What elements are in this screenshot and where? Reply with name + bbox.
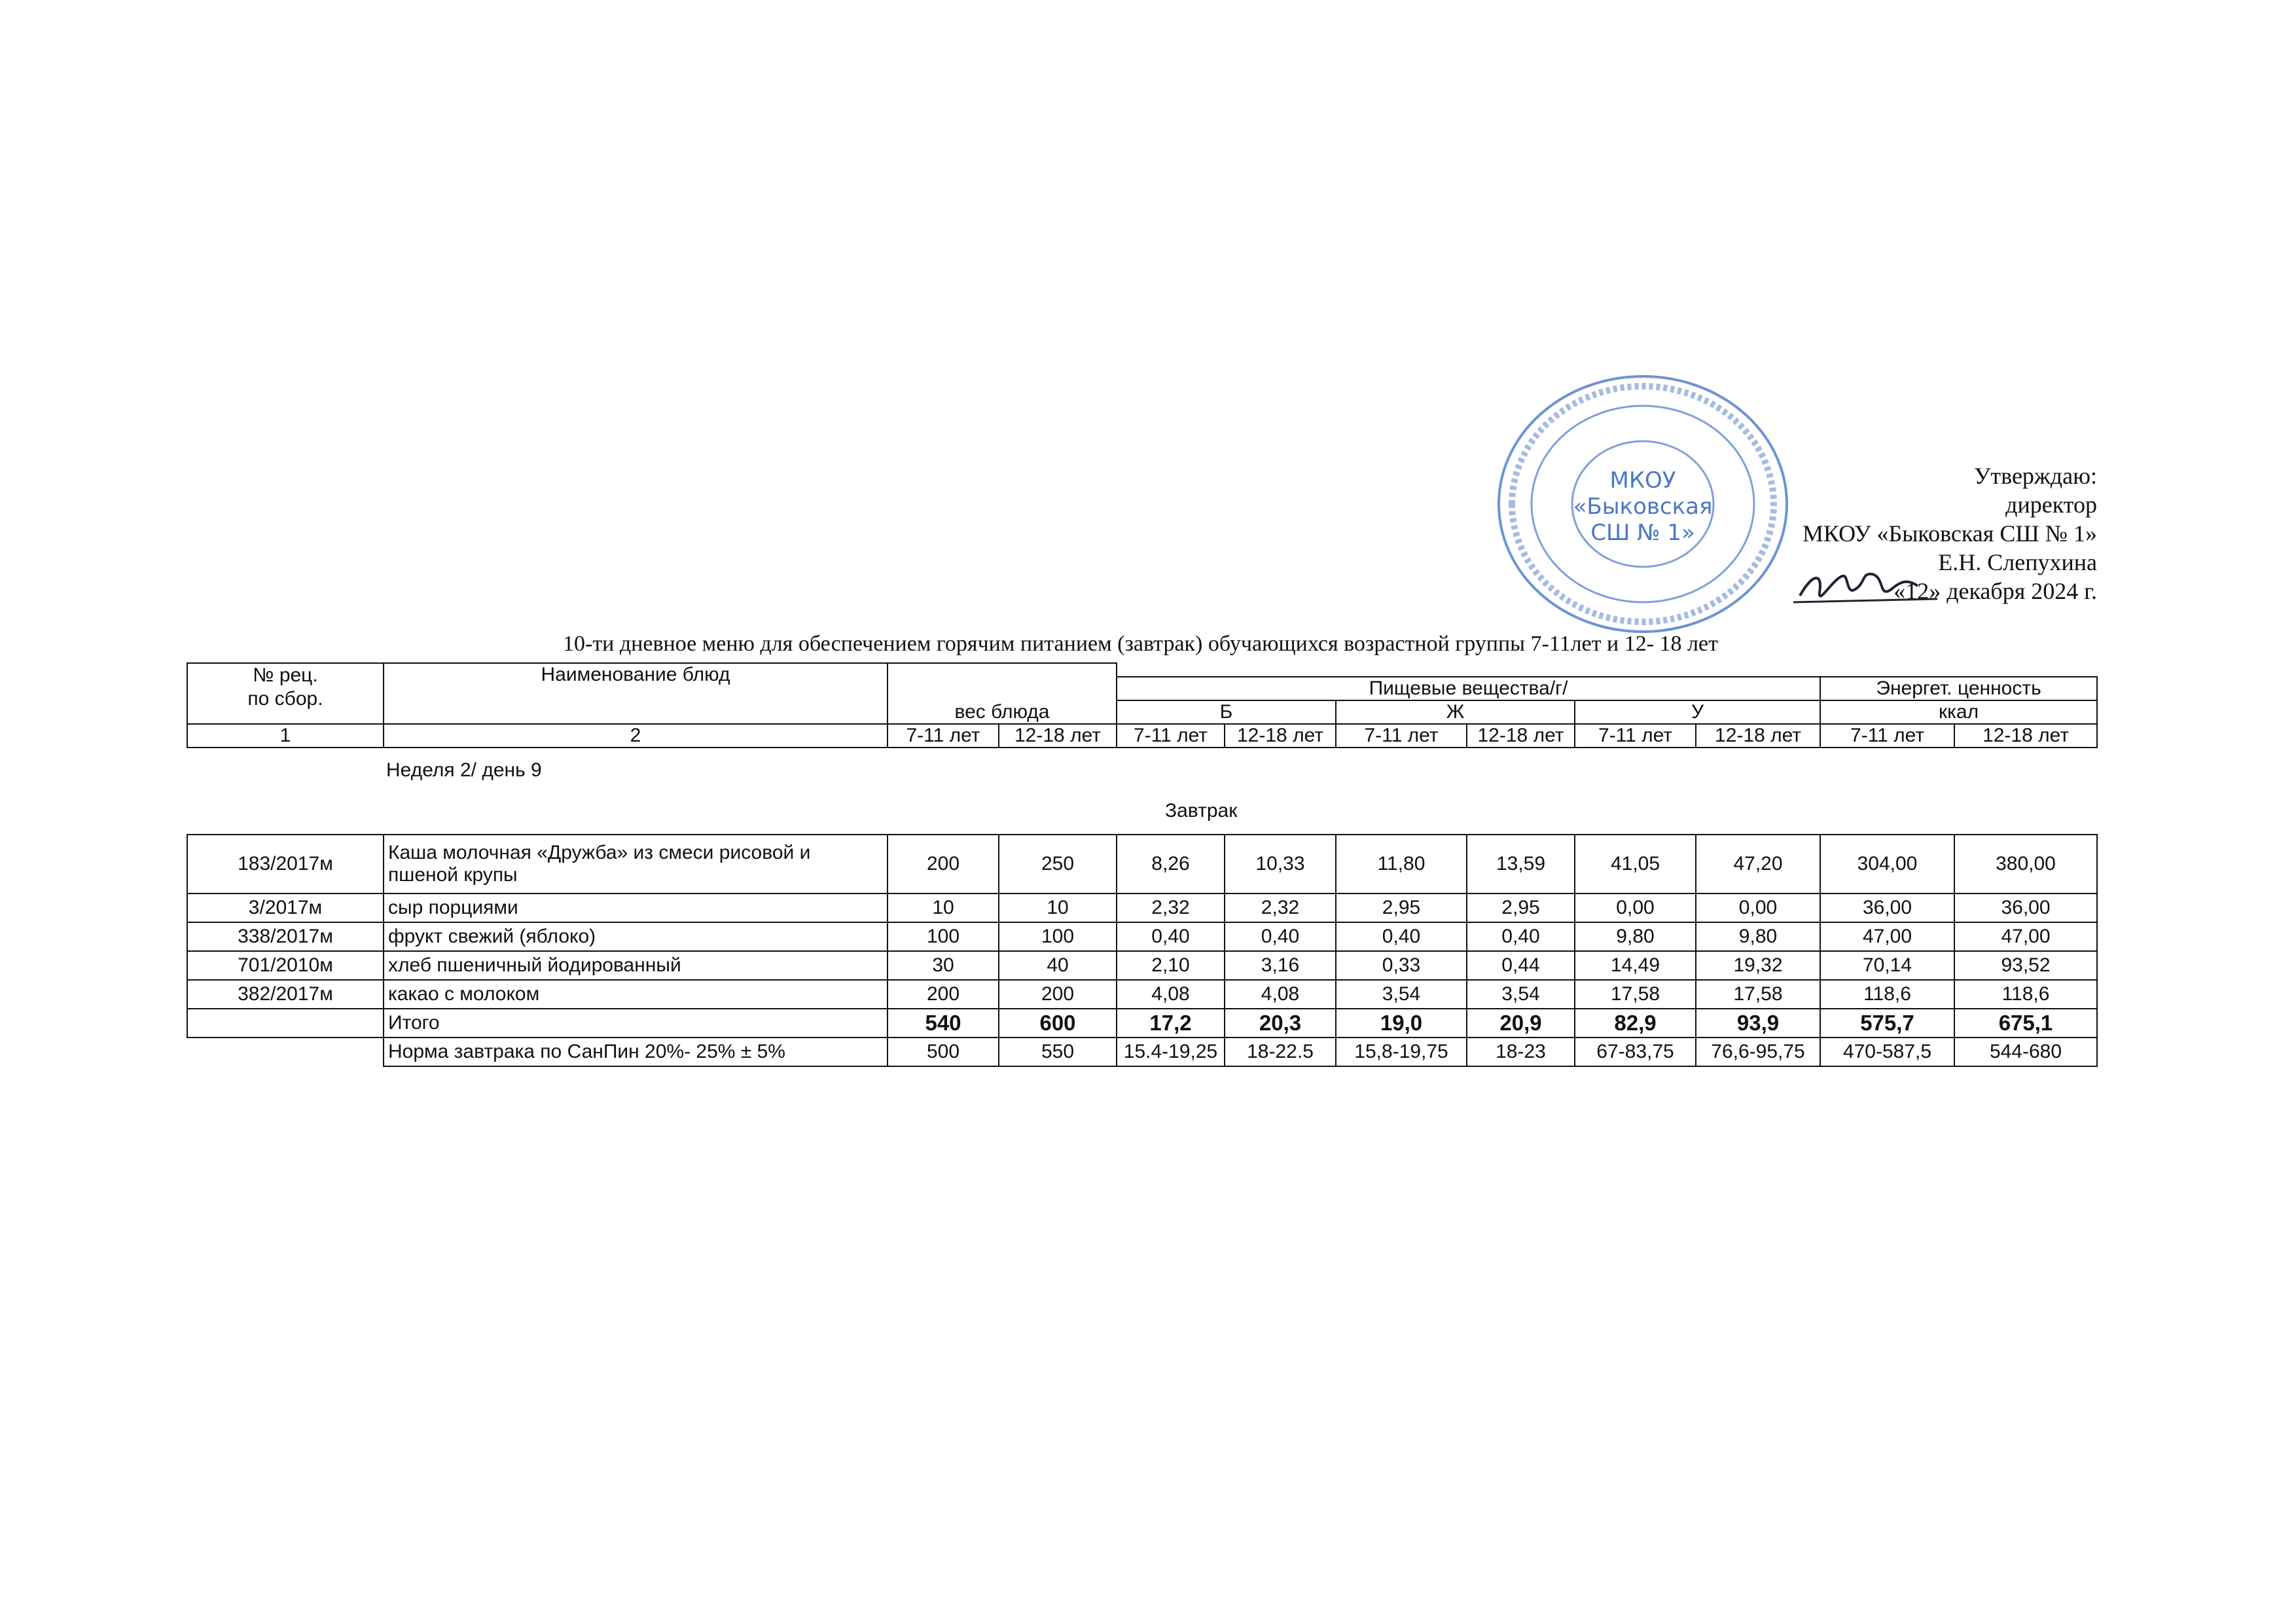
header-zh: Ж: [1336, 700, 1575, 724]
approval-line-5: «12» декабря 2024 г.: [1893, 578, 2097, 604]
fat-7-11: 3,54: [1336, 980, 1467, 1009]
round-seal-stamp: [1486, 367, 1800, 641]
header-age: 12-18 лет: [1954, 724, 2097, 748]
weight-7-11: 200: [888, 835, 999, 893]
protein-7-11: 2,10: [1117, 951, 1225, 980]
recipe-code: 382/2017м: [187, 980, 384, 1009]
total-carbs-12-18: 93,9: [1696, 1009, 1820, 1038]
norm-protein-7-11: 15.4-19,25: [1117, 1038, 1225, 1066]
header-age: 12-18 лет: [1225, 724, 1336, 748]
dish-name: хлеб пшеничный йодированный: [384, 951, 888, 980]
table-row: [187, 980, 2097, 1009]
stamp-line-2: «Быковская: [1573, 494, 1713, 520]
weight-7-11: 10: [888, 893, 999, 922]
stamp-line-1: МКОУ: [1609, 467, 1676, 494]
header-age: 7-11 лет: [1336, 724, 1467, 748]
header-kcal: ккал: [1820, 700, 2097, 724]
carbs-12-18: 19,32: [1696, 951, 1820, 980]
header-col-1: 1: [187, 724, 384, 748]
fat-7-11: 2,95: [1336, 893, 1467, 922]
norm-fat-7-11: 15,8-19,75: [1336, 1038, 1467, 1066]
kcal-7-11: 47,00: [1820, 922, 1954, 951]
total-weight-7-11: 540: [888, 1009, 999, 1038]
total-fat-12-18: 20,9: [1467, 1009, 1575, 1038]
carbs-7-11: 0,00: [1575, 893, 1696, 922]
header-col-2: 2: [384, 724, 888, 748]
weight-12-18: 250: [999, 835, 1117, 893]
header-age: 7-11 лет: [1575, 724, 1696, 748]
kcal-12-18: 36,00: [1954, 893, 2097, 922]
kcal-12-18: 47,00: [1954, 922, 2097, 951]
weight-7-11: 200: [888, 980, 999, 1009]
carbs-12-18: 47,20: [1696, 835, 1820, 893]
fat-12-18: 0,44: [1467, 951, 1575, 980]
kcal-7-11: 304,00: [1820, 835, 1954, 893]
carbs-12-18: 17,58: [1696, 980, 1820, 1009]
protein-12-18: 10,33: [1225, 835, 1336, 893]
total-kcal-12-18: 675,1: [1954, 1009, 2097, 1038]
menu-body-table: [187, 834, 2098, 1067]
approval-line-3: МКОУ «Быковская СШ № 1»: [1802, 520, 2097, 547]
norm-protein-12-18: 18-22.5: [1225, 1038, 1336, 1066]
header-age: 7-11 лет: [1117, 724, 1225, 748]
kcal-12-18: 380,00: [1954, 835, 2097, 893]
header-nutrients: Пищевые вещества/г/: [1117, 677, 1820, 700]
total-protein-7-11: 17,2: [1117, 1009, 1225, 1038]
protein-7-11: 4,08: [1117, 980, 1225, 1009]
protein-7-11: 2,32: [1117, 893, 1225, 922]
fat-12-18: 2,95: [1467, 893, 1575, 922]
kcal-12-18: 93,52: [1954, 951, 2097, 980]
protein-7-11: 0,40: [1117, 922, 1225, 951]
norm-weight-12-18: 550: [999, 1038, 1117, 1066]
weight-12-18: 100: [999, 922, 1117, 951]
total-carbs-7-11: 82,9: [1575, 1009, 1696, 1038]
dish-name: сыр порциями: [384, 893, 888, 922]
header-energy: Энергет. ценность: [1820, 677, 2097, 700]
carbs-7-11: 9,80: [1575, 922, 1696, 951]
protein-12-18: 4,08: [1225, 980, 1336, 1009]
weight-7-11: 30: [888, 951, 999, 980]
table-row: [187, 951, 2097, 980]
kcal-12-18: 118,6: [1954, 980, 2097, 1009]
carbs-12-18: 0,00: [1696, 893, 1820, 922]
protein-7-11: 8,26: [1117, 835, 1225, 893]
table-row: [187, 835, 2097, 893]
dish-name: какао с молоком: [384, 980, 888, 1009]
header-recipe-no: [187, 663, 384, 724]
norm-label: Норма завтрака по СанПин 20%- 25% ± 5%: [384, 1038, 888, 1066]
header-recipe-no-line1: № рец.: [253, 664, 318, 686]
header-b: Б: [1117, 700, 1336, 724]
document-title: 10-ти дневное меню для обеспечением горячим питанием (завтрак) обучающихся возрастной группы 7-11лет и 12- 18 лет: [563, 632, 1718, 656]
menu-header-table: [187, 662, 2098, 748]
carbs-7-11: 41,05: [1575, 835, 1696, 893]
carbs-7-11: 14,49: [1575, 951, 1696, 980]
header-age: 12-18 лет: [999, 724, 1117, 748]
total-code-cell: [187, 1009, 384, 1038]
protein-12-18: 2,32: [1225, 893, 1336, 922]
weight-12-18: 40: [999, 951, 1117, 980]
table-row: [187, 893, 2097, 922]
norm-row: [187, 1038, 2097, 1066]
norm-weight-7-11: 500: [888, 1038, 999, 1066]
dish-name: Каша молочная «Дружба» из смеси рисовой и пшеной крупы: [384, 835, 888, 893]
header-weight: вес блюда: [888, 663, 1117, 724]
recipe-code: 701/2010м: [187, 951, 384, 980]
kcal-7-11: 70,14: [1820, 951, 1954, 980]
kcal-7-11: 118,6: [1820, 980, 1954, 1009]
total-kcal-7-11: 575,7: [1820, 1009, 1954, 1038]
norm-kcal-12-18: 544-680: [1954, 1038, 2097, 1066]
stamp-line-3: СШ № 1»: [1590, 520, 1695, 546]
total-weight-12-18: 600: [999, 1009, 1117, 1038]
carbs-7-11: 17,58: [1575, 980, 1696, 1009]
total-fat-7-11: 19,0: [1336, 1009, 1467, 1038]
total-label: Итого: [384, 1009, 888, 1038]
header-age: 12-18 лет: [1467, 724, 1575, 748]
weight-12-18: 10: [999, 893, 1117, 922]
norm-carbs-12-18: 76,6-95,75: [1696, 1038, 1820, 1066]
fat-12-18: 3,54: [1467, 980, 1575, 1009]
header-age: 7-11 лет: [1820, 724, 1954, 748]
protein-12-18: 3,16: [1225, 951, 1336, 980]
recipe-code: 183/2017м: [187, 835, 384, 893]
recipe-code: 3/2017м: [187, 893, 384, 922]
weight-7-11: 100: [888, 922, 999, 951]
total-protein-12-18: 20,3: [1225, 1009, 1336, 1038]
header-recipe-no-line2: по сбор.: [247, 688, 323, 710]
fat-7-11: 0,40: [1336, 922, 1467, 951]
approval-line-4: Е.Н. Слепухина: [1938, 549, 2097, 575]
fat-7-11: 0,33: [1336, 951, 1467, 980]
kcal-7-11: 36,00: [1820, 893, 1954, 922]
meal-label: Завтрак: [1165, 800, 1238, 821]
protein-12-18: 0,40: [1225, 922, 1336, 951]
header-u: У: [1575, 700, 1820, 724]
header-age: 12-18 лет: [1696, 724, 1820, 748]
approval-line-2: директор: [2005, 492, 2097, 518]
recipe-code: 338/2017м: [187, 922, 384, 951]
fat-12-18: 0,40: [1467, 922, 1575, 951]
dish-name: фрукт свежий (яблоко): [384, 922, 888, 951]
week-label: Неделя 2/ день 9: [386, 759, 542, 781]
total-row: [187, 1009, 2097, 1038]
fat-12-18: 13,59: [1467, 835, 1575, 893]
norm-fat-12-18: 18-23: [1467, 1038, 1575, 1066]
handwritten-signature: [1787, 533, 1957, 632]
header-age: 7-11 лет: [888, 724, 999, 748]
fat-7-11: 11,80: [1336, 835, 1467, 893]
table-row: [187, 922, 2097, 951]
approval-line-1: Утверждаю:: [1973, 463, 2097, 489]
norm-carbs-7-11: 67-83,75: [1575, 1038, 1696, 1066]
carbs-12-18: 9,80: [1696, 922, 1820, 951]
weight-12-18: 200: [999, 980, 1117, 1009]
header-dish-name: Наименование блюд: [384, 663, 888, 724]
norm-empty-cell: [187, 1038, 384, 1066]
norm-kcal-7-11: 470-587,5: [1820, 1038, 1954, 1066]
